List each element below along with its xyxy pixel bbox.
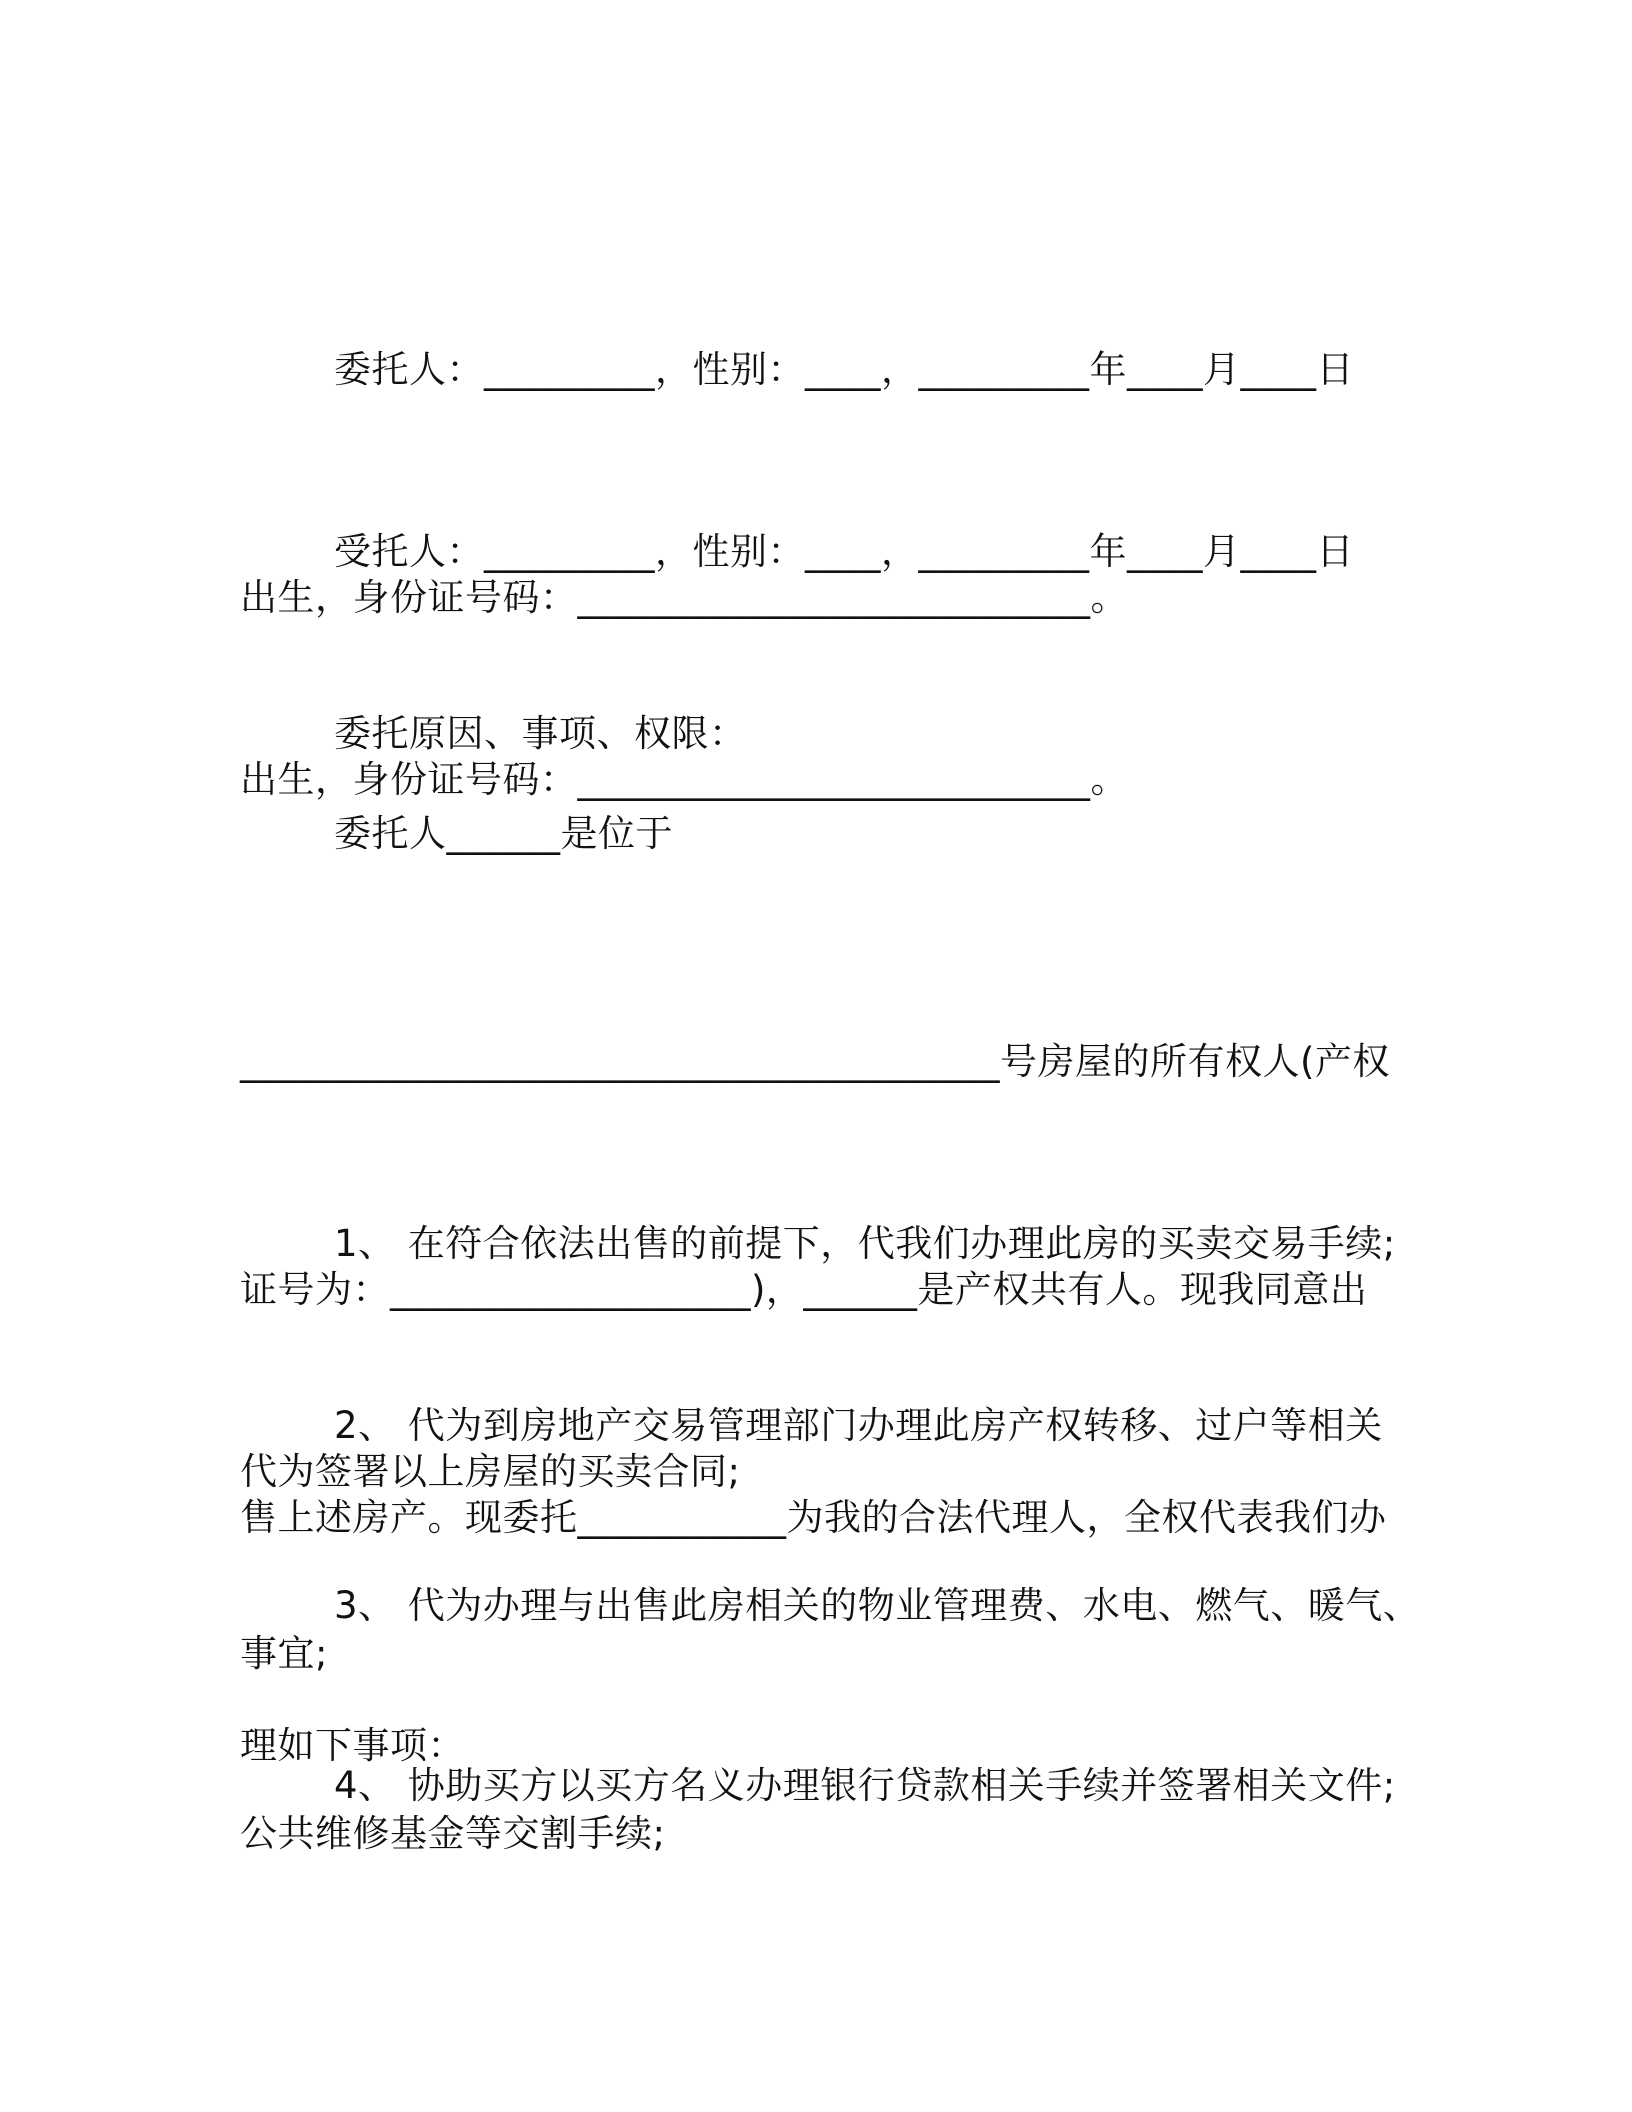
item-3-line-1: 3、 代为办理与出售此房相关的物业管理费、水电、燃气、暖气、 <box>334 1584 1421 1627</box>
principal-line-1: 委托人：_________，性别：____，_________年____月____日 <box>334 348 1354 391</box>
statement-line-1: 委托人______是位于 <box>334 812 673 855</box>
agent-line-2: 出生，身份证号码：___________________________。 <box>240 758 1128 801</box>
item-3-line-2: 公共维修基金等交割手续; <box>240 1812 666 1855</box>
item-4-line-1: 4、 协助买方以买方名义办理银行贷款相关手续并签署相关文件; <box>334 1764 1396 1807</box>
agent-line-1: 受托人：_________，性别：____，_________年____月____日 <box>334 530 1354 573</box>
reason-heading-text: 委托原因、事项、权限： <box>334 712 747 755</box>
item-2-line-2: 事宜; <box>240 1632 328 1675</box>
item-2-line-1: 2、 代为到房地产交易管理部门办理此房产权转移、过户等相关 <box>334 1404 1383 1447</box>
statement-line-2: ________________________________________号房屋的所有权人(产权 <box>240 1040 1390 1083</box>
statement-line-4: 售上述房产。现委托___________为我的合法代理人，全权代表我们办 <box>240 1496 1387 1539</box>
item-1-line-1: 1、 在符合依法出售的前提下，代我们办理此房的买卖交易手续; <box>334 1222 1396 1265</box>
principal-line-2: 出生，身份证号码：___________________________。 <box>240 576 1128 619</box>
statement-line-5: 理如下事项： <box>240 1724 465 1767</box>
item-1-line-2: 代为签署以上房屋的买卖合同; <box>240 1450 741 1493</box>
item-4 <box>240 1596 1400 1976</box>
statement-line-3: 证号为：___________________)，______是产权共有人。现我同意出 <box>240 1268 1368 1311</box>
